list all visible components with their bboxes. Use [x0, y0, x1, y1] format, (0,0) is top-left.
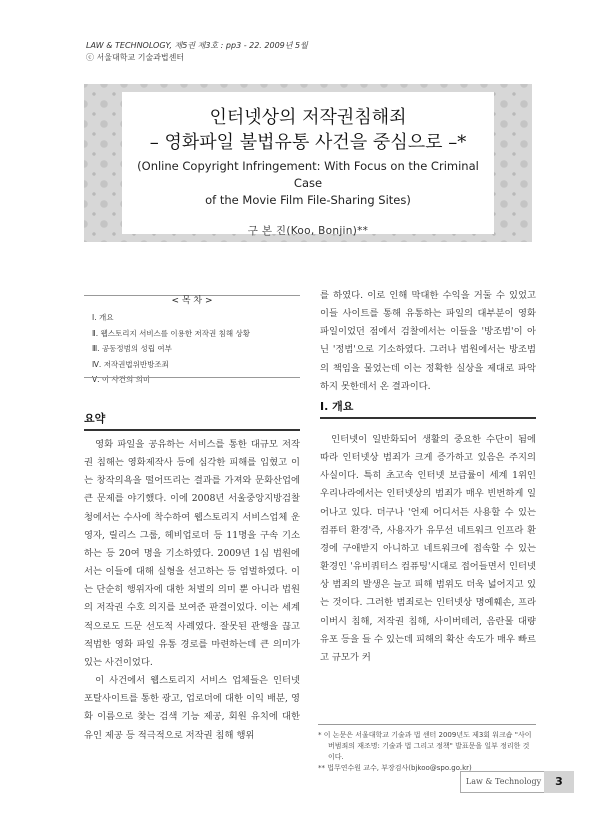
- page-number: 3: [544, 771, 574, 793]
- title-english-line1: (Online Copyright Infringement: With Focus on the Criminal Case: [137, 159, 479, 190]
- toc-list: [92, 310, 250, 388]
- author: 구 본 진(Koo, Bonjin)**: [247, 225, 369, 237]
- toc-heading-text: < 목 차 >: [165, 296, 218, 306]
- title-korean-main: 인터넷상의 저작권침해죄: [209, 107, 407, 128]
- abstract-rule: [84, 429, 300, 431]
- overview-paragraph: 인터넷이 일반화되어 생활의 중요한 수단이 됨에 따라 인터넷상 범죄가 크게 증가하고 있음은 주지의 사실이다. 특히 초고속 인터넷 보급률이 세계 1위인 우리나라에서는 인터넷상의 범죄가 매우 빈번하게 일어나고 있다. 더구나 '언제 어디서든 사용할 수 있는 컴퓨터 환경'즉, 사용자가 유무선 네트워크 인프라 환경에 구애받지 아니하고 네트워크에 접속할 수 있는 환경인 '유비쿼터스 컴퓨팅'시대로 접어들면서 인터넷상 범죄의 발생은 늘고 피해 범위도 더욱 넓어지고 있는 것이다. 그러한 범죄로는 인터넷상 명예훼손, 프라이버시 침해, 저작권 침해, 사이버테러, 음란물 대량 유포 등을 들 수 있는데 피해의 확산 속도가 매우 빠르고 규모가 커: [320, 434, 536, 663]
- toc-item[interactable]: Ⅳ. 저작권법위반방조죄: [92, 359, 169, 369]
- title-korean-sub: – 영화파일 불법유통 사건을 중심으로 –*: [149, 132, 467, 153]
- abstract-paragraph-2: 이 사건에서 웹스토리지 서비스 업체들은 인터넷 포탈사이트를 통한 광고, 업로더에 대한 이익 배분, 영화 이름으로 찾는 검색 기능 제공, 회원 유치에 대한 유인 제공 등 적극적으로 저작권 침해 행위: [84, 675, 300, 741]
- right-column-continuation: [320, 287, 536, 396]
- toc-bottom-rule: [84, 377, 300, 378]
- toc-item[interactable]: Ⅴ. 이 사건의 의미: [92, 375, 151, 384]
- footnote-rule: [318, 724, 536, 725]
- section-title-overview: Ⅰ. 개요: [320, 400, 354, 413]
- table-of-contents: [84, 288, 300, 384]
- title-english: [122, 158, 494, 209]
- footnote-1: * 이 논문은 서울대학교 기술과 법 센터 2009년도 제3회 워크숍 "사이버범죄의 재조명: 기술과 법 그리고 정책" 발표문을 일부 정리한 것이다.: [318, 731, 532, 761]
- title-box: [84, 84, 532, 242]
- journal-citation: LAW & TECHNOLOGY, 제5권 제3호 : pp3 - 22. 2009년 5월: [86, 41, 308, 50]
- publisher-line: ⓒ 서울대학교 기술과법센터: [86, 53, 185, 62]
- toc-item[interactable]: Ⅰ. 개요: [92, 313, 114, 322]
- abstract-paragraph-1: 영화 파일을 공유하는 서비스를 통한 대규모 저작권 침해는 영화제작사 등에 심각한 피해를 입혔고 이는 창작의욕을 떨어뜨리는 결과를 가져와 문화산업에 큰 문제를 야기했다. 이에 2008년 서울중앙지방검찰청에서는 수사에 착수하여 웹스토리지 서비스업체 운영자, 릴리스 그룹, 헤비업로더 등 11명을 구속 기소하는 등 20여 명을 기소하였다. 2009년 1심 법원에서는 이들에 대해 실형을 선고하는 등 엄벌하였다. 이는 단순히 행위자에 대한 처벌의 의미 뿐 아니라 법원의 저작권 수호 의지를 보여준 판결이었다. 이는 세계적으로도 드문 선도적 사례였다. 잘못된 관행을 끊고 적법한 영화 파일 유통 경로를 마련하는데 큰 의미가 있는 사건이었다.: [84, 439, 300, 668]
- continuation-paragraph: 를 하였다. 이로 인해 막대한 수익을 거둘 수 있었고 이들 사이트를 통해 유통하는 파일의 대부분이 영화 파일이었던 점에서 검찰에서는 이들을 '방조범'이 아닌 '정범'으로 기소하였다. 그러나 법원에서는 방조범의 책임을 물었는데 이는 정확한 실상을 제대로 파악하지 못한데서 온 결과이다.: [320, 290, 536, 392]
- section-rule: [320, 417, 536, 419]
- toc-heading: [84, 288, 300, 307]
- toc-item[interactable]: Ⅱ. 웹스토리지 서비스를 이용한 저작권 침해 상황: [92, 328, 251, 338]
- footnotes: [318, 730, 536, 774]
- footer-journal-label: Law & Technology: [460, 771, 546, 793]
- title-english-line2: of the Movie Film File-Sharing Sites): [205, 193, 411, 207]
- abstract-body: [84, 436, 300, 745]
- footnote-2: ** 법무연수원 교수, 부장검사(bjkoo@spo.go.kr): [318, 764, 472, 772]
- overview-body: [320, 431, 536, 667]
- journal-header: [86, 40, 308, 64]
- toc-item[interactable]: Ⅲ. 공동정범의 성립 여부: [92, 344, 172, 353]
- title-inner: [122, 92, 494, 237]
- abstract-title: 요약: [84, 412, 106, 425]
